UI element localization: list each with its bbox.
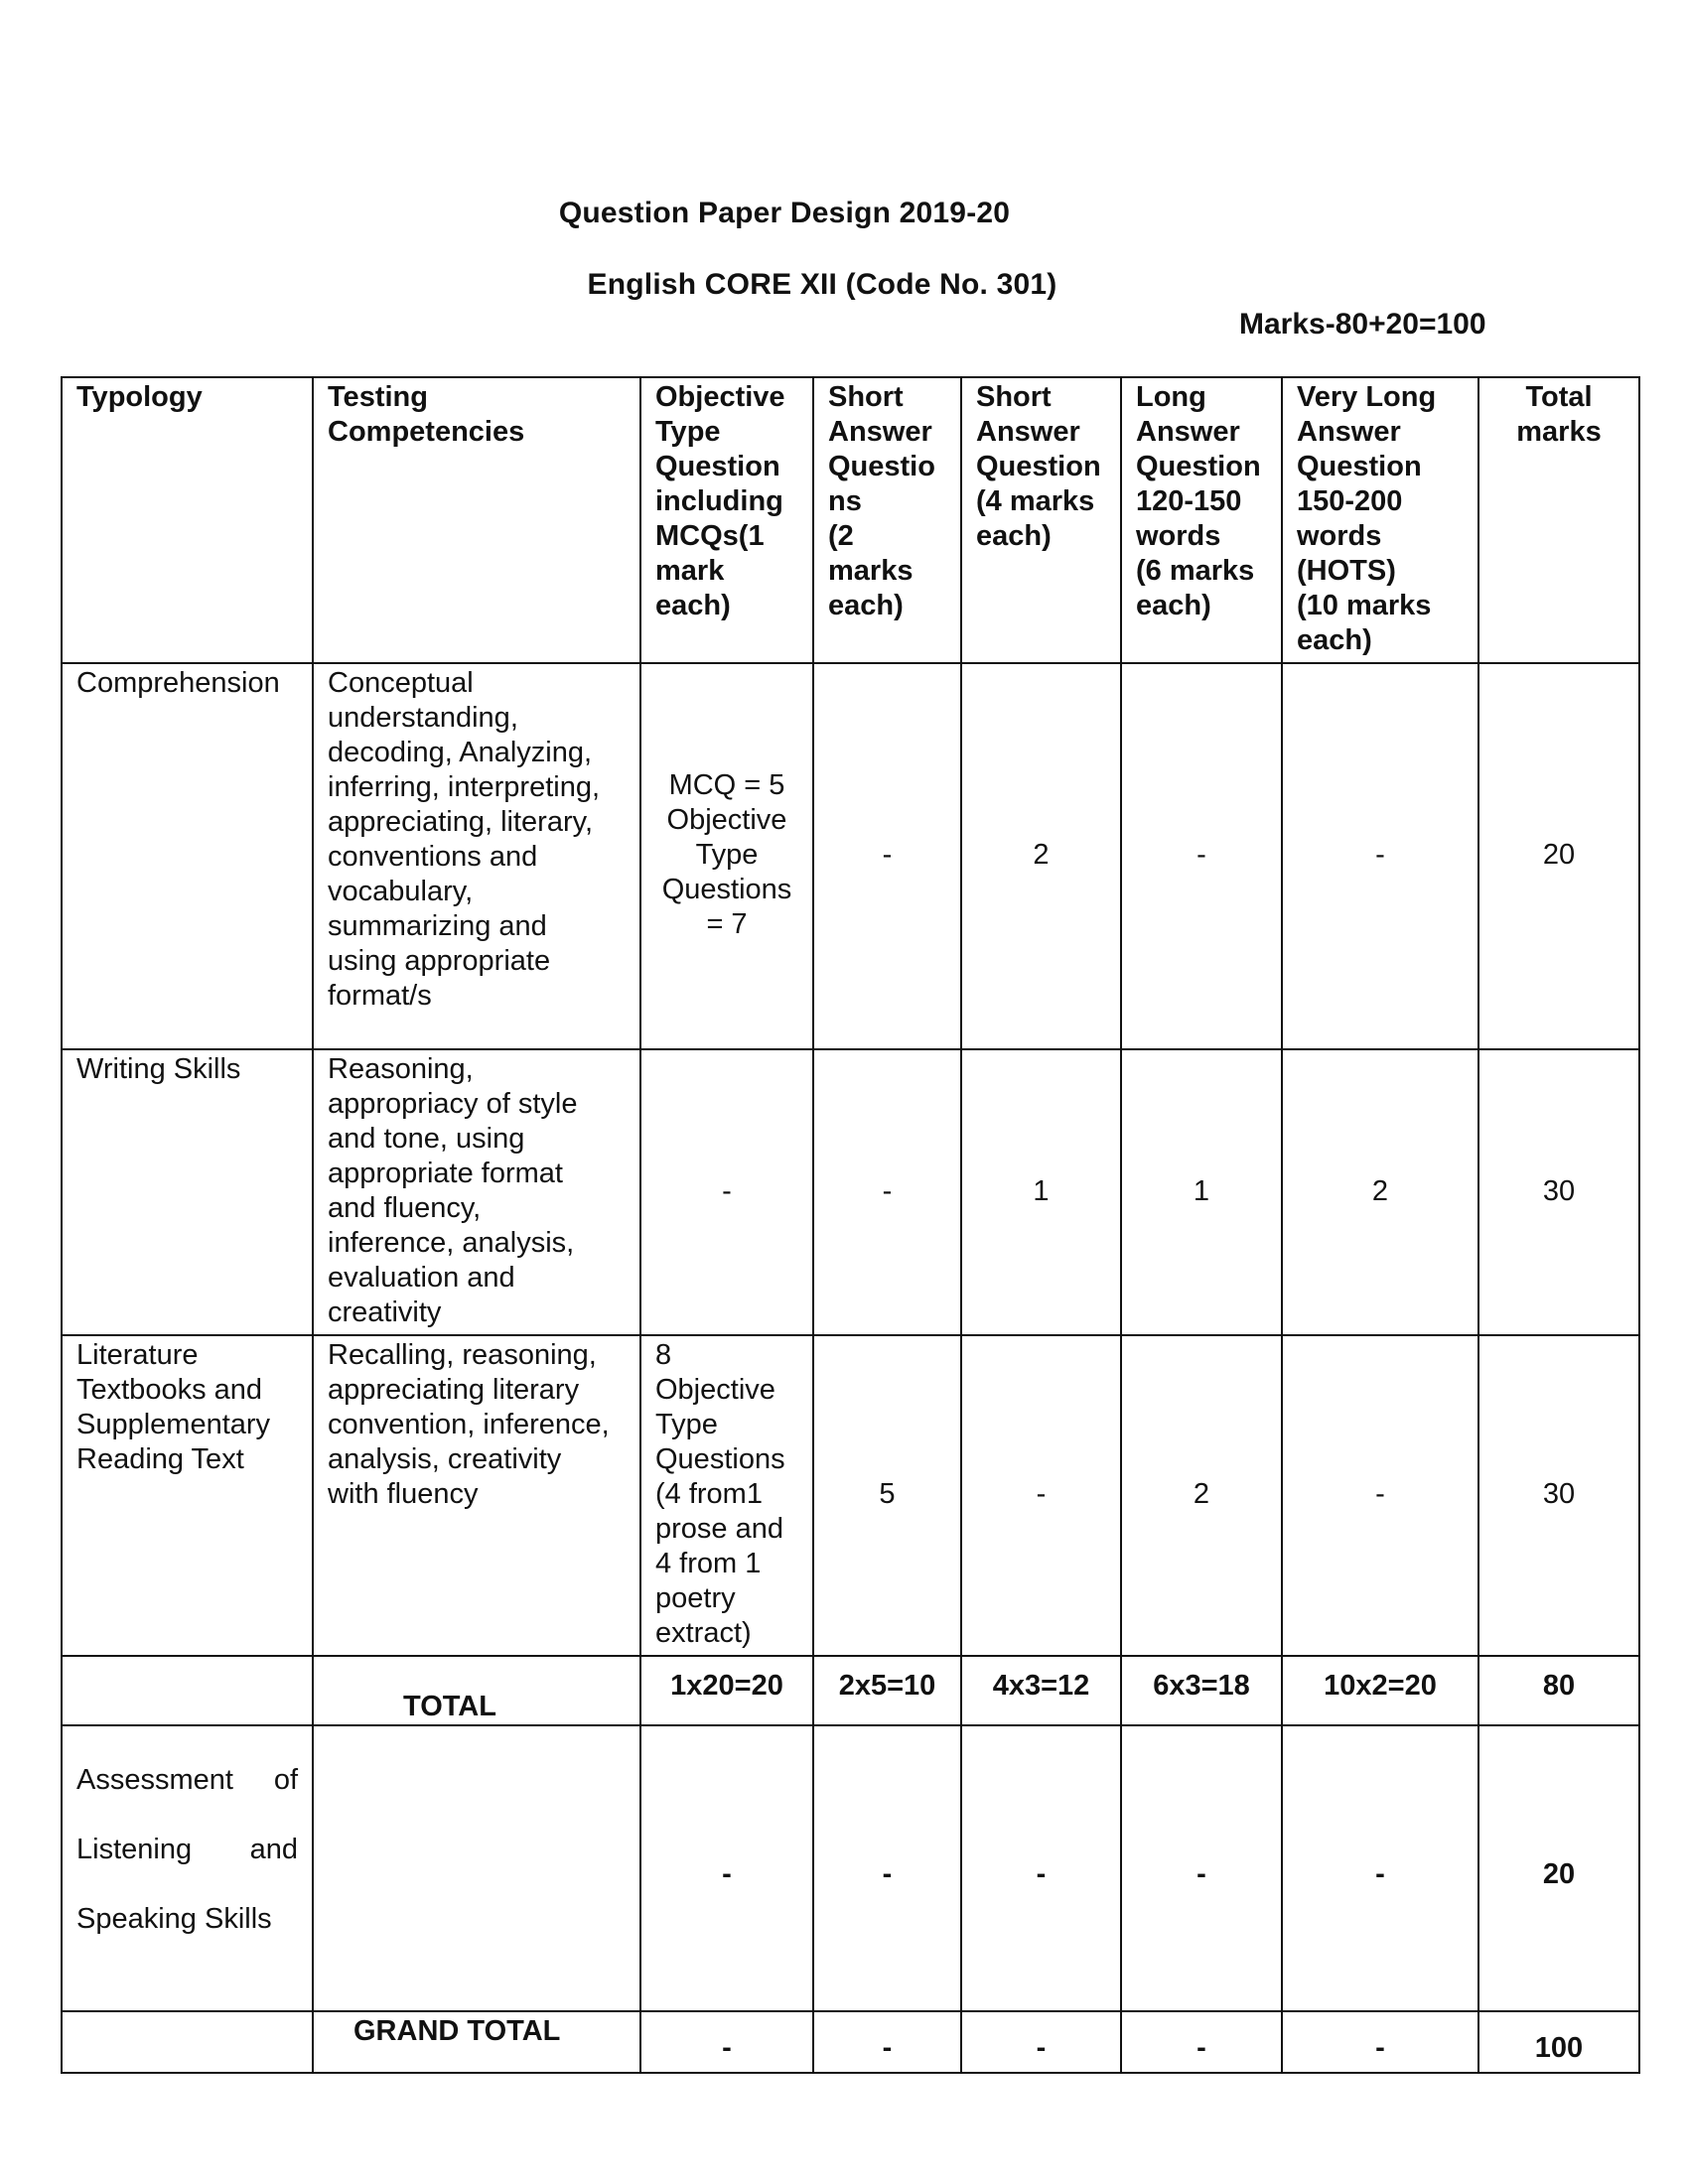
very-long-answer-cell: - [1282, 1335, 1478, 1656]
table-row [62, 663, 1639, 1049]
header-typology: Typology [62, 377, 313, 663]
objective-total: 1x20=20 [640, 1656, 813, 1725]
long-answer-cell: 1 [1121, 1049, 1282, 1335]
short-answer-4-cell: - [961, 2011, 1121, 2073]
typology-cell [62, 1725, 313, 2011]
short-answer-4-cell: - [961, 1725, 1121, 2011]
total-marks-cell: 30 [1478, 1049, 1639, 1335]
marks-summary: Marks-80+20=100 [1239, 308, 1486, 341]
total-marks-cell: 20 [1478, 663, 1639, 1049]
long-answer-cell: - [1121, 663, 1282, 1049]
question-paper-design-table [61, 376, 1640, 2074]
document-subtitle: English CORE XII (Code No. 301) [587, 268, 1057, 301]
competencies-cell: Reasoning, appropriacy of style and tone, using appropriate format and fluency, inference, analysis, evaluation and creativity [313, 1049, 640, 1335]
short-answer-4-cell: - [961, 1335, 1121, 1656]
grand-total-marks: 100 [1478, 2011, 1639, 2073]
long-answer-cell: - [1121, 1725, 1282, 2011]
short-answer-2-cell: 5 [813, 1335, 961, 1656]
assessment-row [62, 1725, 1639, 2011]
competencies-cell: Recalling, reasoning, appreciating literary convention, inference, analysis, creativity with fluency [313, 1335, 640, 1656]
short-answer-2-total: 2x5=10 [813, 1656, 961, 1725]
header-total-marks: Total marks [1478, 377, 1639, 663]
grand-total-label: GRAND TOTAL [313, 2011, 640, 2073]
short-answer-2-cell: - [813, 663, 961, 1049]
header-long-answer: Long Answer Question 120-150 words (6 marks each) [1121, 377, 1282, 663]
short-answer-2-cell: - [813, 1049, 961, 1335]
grand-total-row [62, 2011, 1639, 2073]
header-testing-competencies: Testing Competencies [313, 377, 640, 663]
total-marks-cell: 30 [1478, 1335, 1639, 1656]
document-title: Question Paper Design 2019-20 [558, 197, 1011, 229]
header-objective-type: Objective Type Question including MCQs(1 mark each) [640, 377, 813, 663]
total-label: TOTAL [313, 1656, 640, 1725]
short-answer-2-cell: - [813, 1725, 961, 2011]
long-answer-cell: 2 [1121, 1335, 1282, 1656]
header-very-long-answer: Very Long Answer Question 150-200 words (HOTS) (10 marks each) [1282, 377, 1478, 663]
very-long-answer-cell: - [1282, 2011, 1478, 2073]
very-long-answer-total: 10x2=20 [1282, 1656, 1478, 1725]
total-row [62, 1656, 1639, 1725]
header-row [62, 377, 1639, 663]
header-short-answer-4: Short Answer Question (4 marks each) [961, 377, 1121, 663]
short-answer-4-total: 4x3=12 [961, 1656, 1121, 1725]
typology-line-3: Speaking Skills [76, 1903, 272, 1935]
very-long-answer-cell: - [1282, 663, 1478, 1049]
typology-cell [62, 1656, 313, 1725]
typology-cell: Comprehension [62, 663, 313, 1049]
table-row [62, 1049, 1639, 1335]
competencies-cell [313, 1725, 640, 2011]
long-answer-total: 6x3=18 [1121, 1656, 1282, 1725]
competencies-cell: Conceptual understanding, decoding, Analyzing, inferring, interpreting, appreciating, literary, conventions and vocabulary, summarizing and using appropriate format/s [313, 663, 640, 1049]
very-long-answer-cell: 2 [1282, 1049, 1478, 1335]
total-marks-total: 80 [1478, 1656, 1639, 1725]
objective-cell: - [640, 2011, 813, 2073]
objective-cell: MCQ = 5 Objective Type Questions = 7 [640, 663, 813, 1049]
table-row [62, 1335, 1639, 1656]
header-short-answer-2: Short Answer Questio ns (2 marks each) [813, 377, 961, 663]
objective-cell: - [640, 1725, 813, 2011]
short-answer-2-cell: - [813, 2011, 961, 2073]
typology-cell: Literature Textbooks and Supplementary Reading Text [62, 1335, 313, 1656]
objective-cell: - [640, 1049, 813, 1335]
short-answer-4-cell: 2 [961, 663, 1121, 1049]
typology-line-1: Assessment of [76, 1764, 298, 1796]
objective-cell: 8 Objective Type Questions (4 from1 prose and 4 from 1 poetry extract) [640, 1335, 813, 1656]
long-answer-cell: - [1121, 2011, 1282, 2073]
total-marks-cell: 20 [1478, 1725, 1639, 2011]
typology-line-2: Listening and [76, 1834, 298, 1865]
short-answer-4-cell: 1 [961, 1049, 1121, 1335]
typology-cell [62, 2011, 313, 2073]
very-long-answer-cell: - [1282, 1725, 1478, 2011]
typology-cell: Writing Skills [62, 1049, 313, 1335]
